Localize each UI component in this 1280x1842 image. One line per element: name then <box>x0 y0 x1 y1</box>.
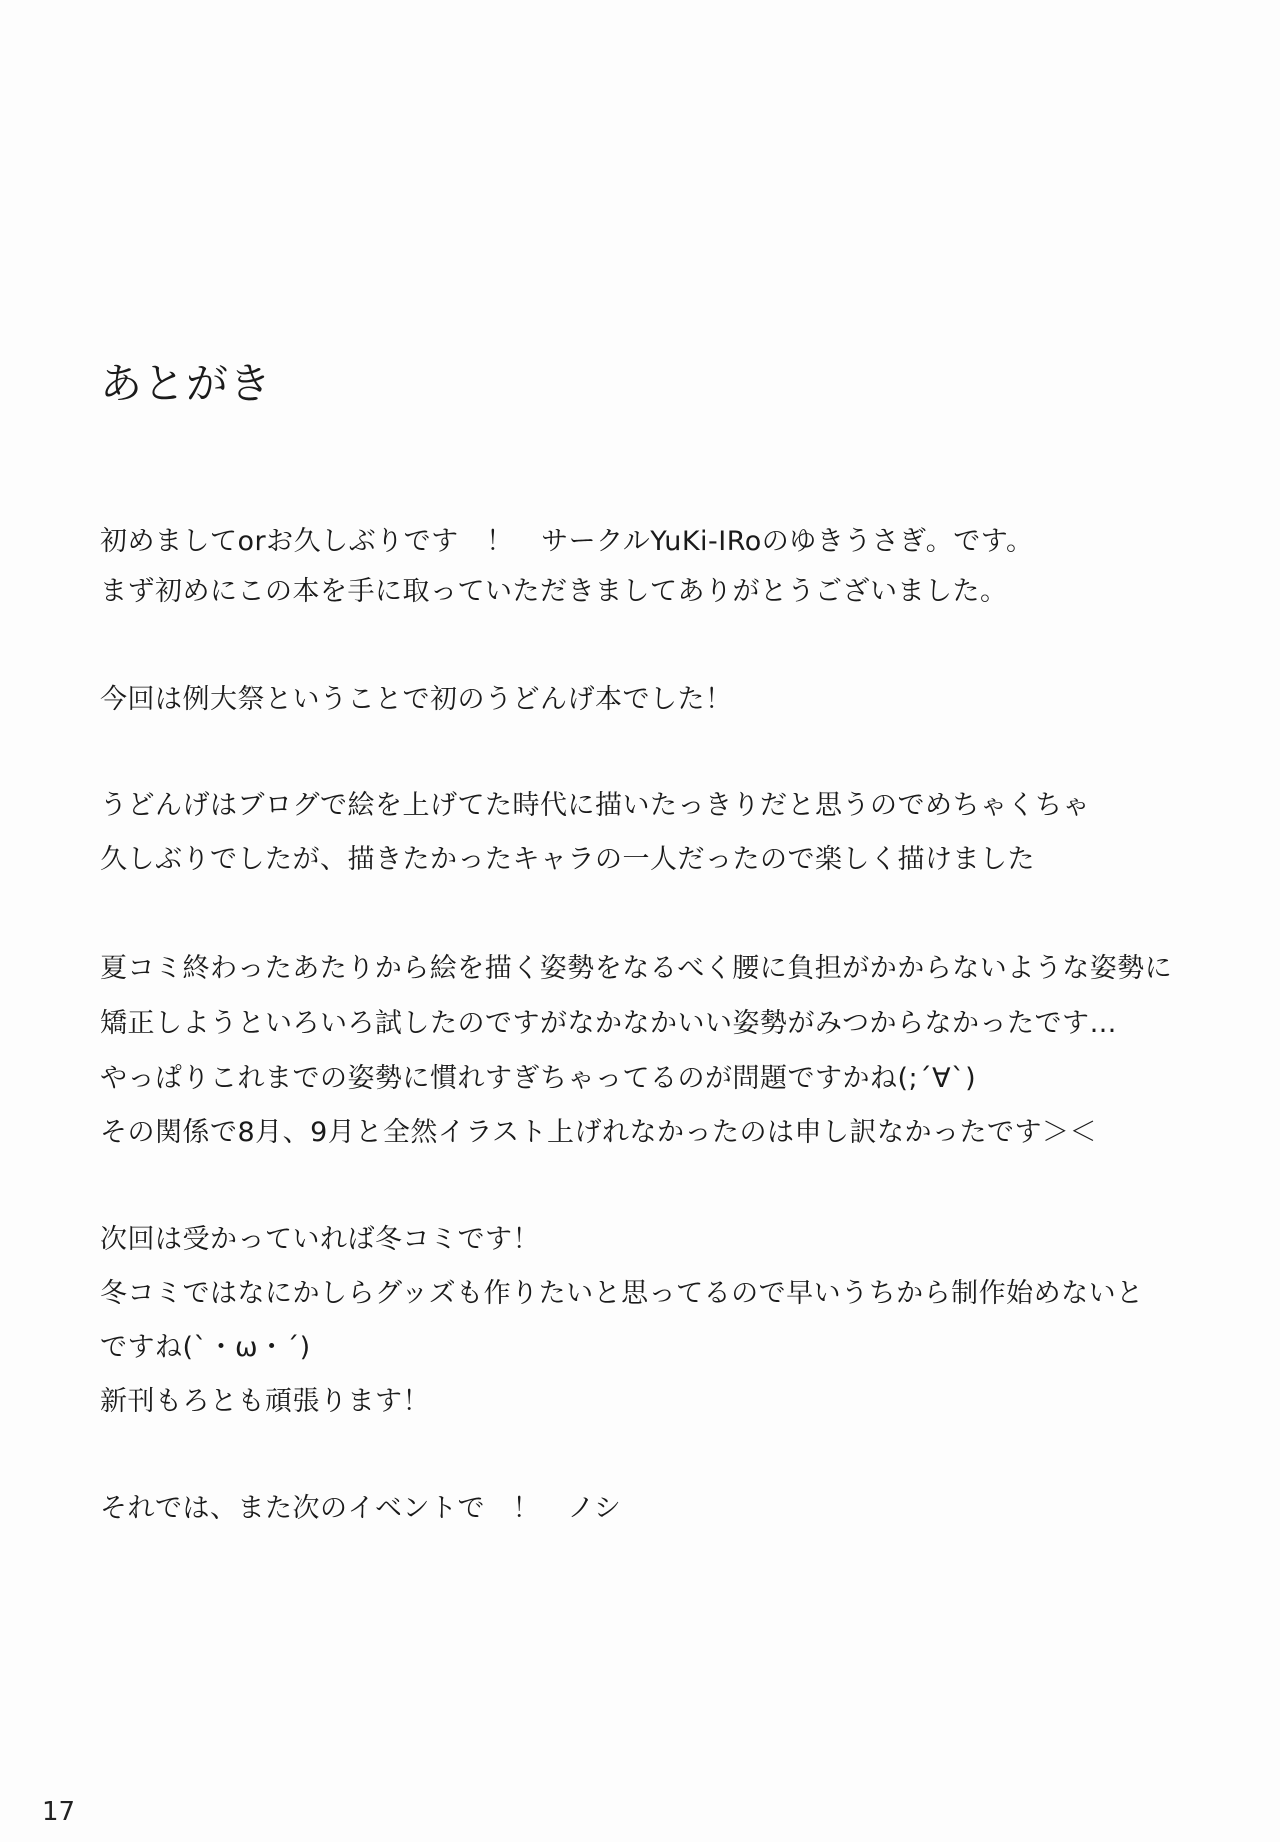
afterword-title: あとがき <box>100 359 273 408</box>
text-line-12: ですね(`・ω・´) <box>100 1332 311 1363</box>
text-line-3: 今回は例大祭ということで初のうどんげ本でした！ <box>100 684 733 715</box>
text-line-8: やっぱりこれまでの姿勢に慣れすぎちゃってるのが問題ですかね(;´∀`) <box>100 1063 977 1094</box>
text-line-6: 夏コミ終わったあたりから絵を描く姿勢をなるべく腰に負担がかからないような姿勢に <box>100 953 1173 984</box>
text-line-9: その関係で8月、9月と全然イラスト上げれなかったのは申し訳なかったです＞＜ <box>100 1117 1098 1148</box>
text-line-4: うどんげはブログで絵を上げてた時代に描いたっきりだと思うのでめちゃくちゃ <box>100 790 1090 821</box>
text-line-13: 新刊もろとも頑張ります！ <box>100 1386 430 1417</box>
text-line-5: 久しぶりでしたが、描きたかったキャラの一人だったので楽しく描けました <box>100 844 1035 875</box>
text-line-7: 矯正しようといろいろ試したのですがなかなかいい姿勢がみつからなかったです… <box>100 1008 1117 1039</box>
page-number: 17 <box>42 1797 76 1827</box>
text-line-14: それでは、また次のイベントで ！ ノシ <box>100 1493 622 1524</box>
text-line-11: 冬コミではなにかしらグッズも作りたいと思ってるので早いうちから制作始めないと <box>100 1278 1144 1309</box>
text-line-2: まず初めにこの本を手に取っていただきましてありがとうございました。 <box>100 576 1008 607</box>
text-line-10: 次回は受かっていれば冬コミです！ <box>100 1224 540 1255</box>
text-line-1: 初めましてorお久しぶりです ！ サークルYuKi-IRoのゆきうさぎ。です。 <box>100 526 1034 557</box>
